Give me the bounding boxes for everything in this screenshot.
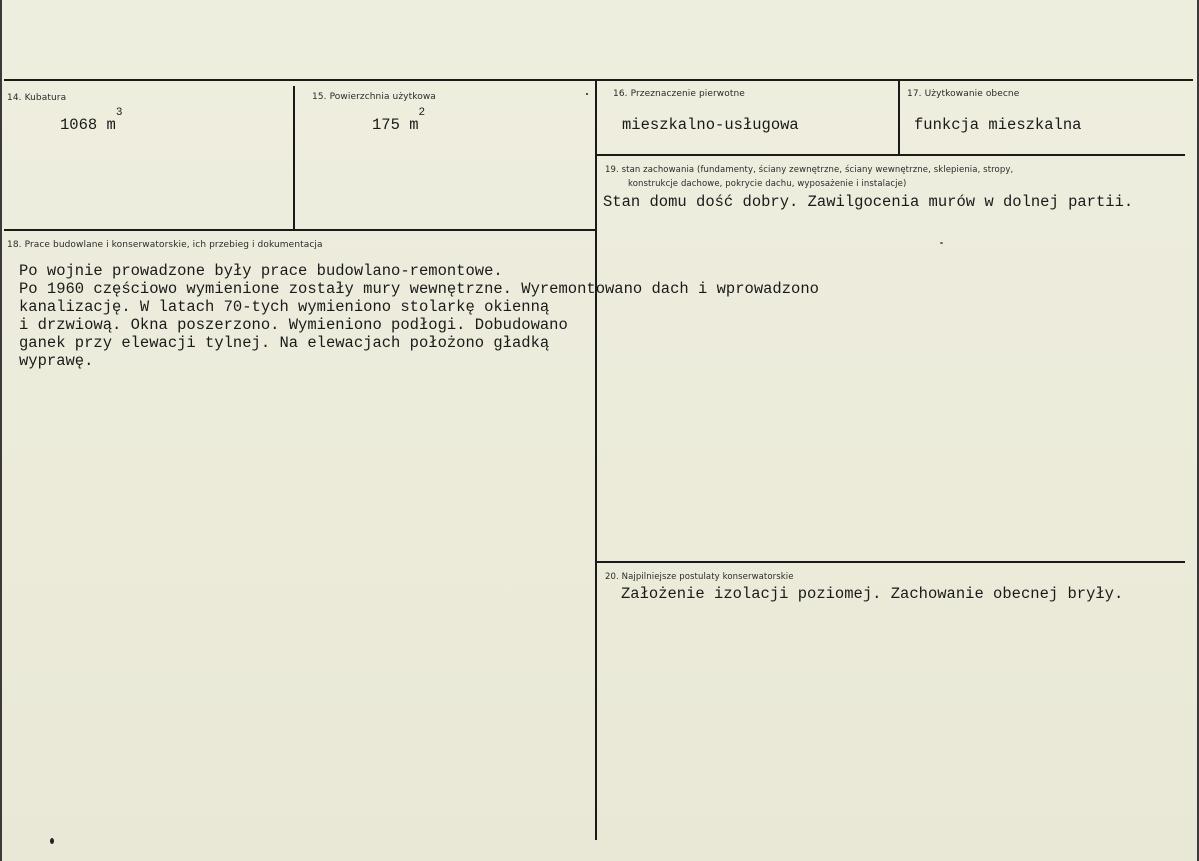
powierzchnia-label: 15. Powierzchnia użytkowa	[312, 92, 436, 102]
kubatura-value	[60, 107, 123, 134]
ink-speck	[940, 242, 943, 244]
rule-above-20	[597, 561, 1185, 563]
kubatura-exponent: 3	[115, 107, 123, 119]
powierzchnia-exponent: 2	[418, 107, 426, 119]
przeznaczenie-label: 16. Przeznaczenie pierwotne	[613, 89, 745, 99]
divider-16-17	[898, 80, 900, 156]
prace-label: 18. Prace budowlane i konserwatorskie, ich przebieg i dokumentacja	[7, 240, 323, 250]
postulaty-label: 20. Najpilniejsze postulaty konserwatorskie	[605, 572, 794, 582]
prace-line-6: wyprawę.	[19, 352, 94, 370]
center-divider	[595, 80, 597, 840]
uzytkowanie-value: funkcja mieszkalna	[914, 116, 1082, 134]
stan-zachowania-label-1: 19. stan zachowania (fundamenty, ściany zewnętrzne, ściany wewnętrzne, sklepienia, stropy,	[605, 165, 1014, 175]
stan-zachowania-label-2: konstrukcje dachowe, pokrycie dachu, wyposażenie i instalacje)	[628, 179, 907, 189]
prace-line-1: Po wojnie prowadzone były prace budowlano-remontowe.	[19, 262, 503, 280]
powierzchnia-value	[372, 107, 426, 134]
stan-zachowania-value: Stan domu dość dobry. Zawilgocenia murów w dolnej partii.	[603, 193, 1134, 211]
rule-under-16-17	[597, 154, 1185, 156]
przeznaczenie-value: mieszkalno-usługowa	[622, 116, 799, 134]
rule-under-14-15	[4, 229, 596, 231]
postulaty-value: Założenie izolacji poziomej. Zachowanie obecnej bryły.	[621, 585, 1124, 603]
top-rule	[4, 79, 1193, 81]
divider-14-15	[293, 86, 295, 230]
left-edge	[0, 0, 2, 861]
uzytkowanie-label: 17. Użytkowanie obecne	[907, 89, 1020, 99]
ink-speck	[586, 93, 588, 95]
powierzchnia-number: 175 m	[372, 116, 419, 134]
kubatura-label: 14. Kubatura	[7, 93, 67, 103]
kubatura-number: 1068 m	[60, 116, 116, 134]
prace-line-2: Po 1960 częściowo wymienione zostały mury wewnętrzne. Wyremontowano dach i wprowadzono	[19, 280, 819, 298]
prace-line-4: i drzwiową. Okna poszerzono. Wymieniono podłogi. Dobudowano	[19, 316, 568, 334]
prace-line-5: ganek przy elewacji tylnej. Na elewacjach położono gładką	[19, 334, 550, 352]
prace-line-3: kanalizację. W latach 70-tych wymieniono stolarkę okienną	[19, 298, 550, 316]
ink-speck	[50, 838, 54, 844]
